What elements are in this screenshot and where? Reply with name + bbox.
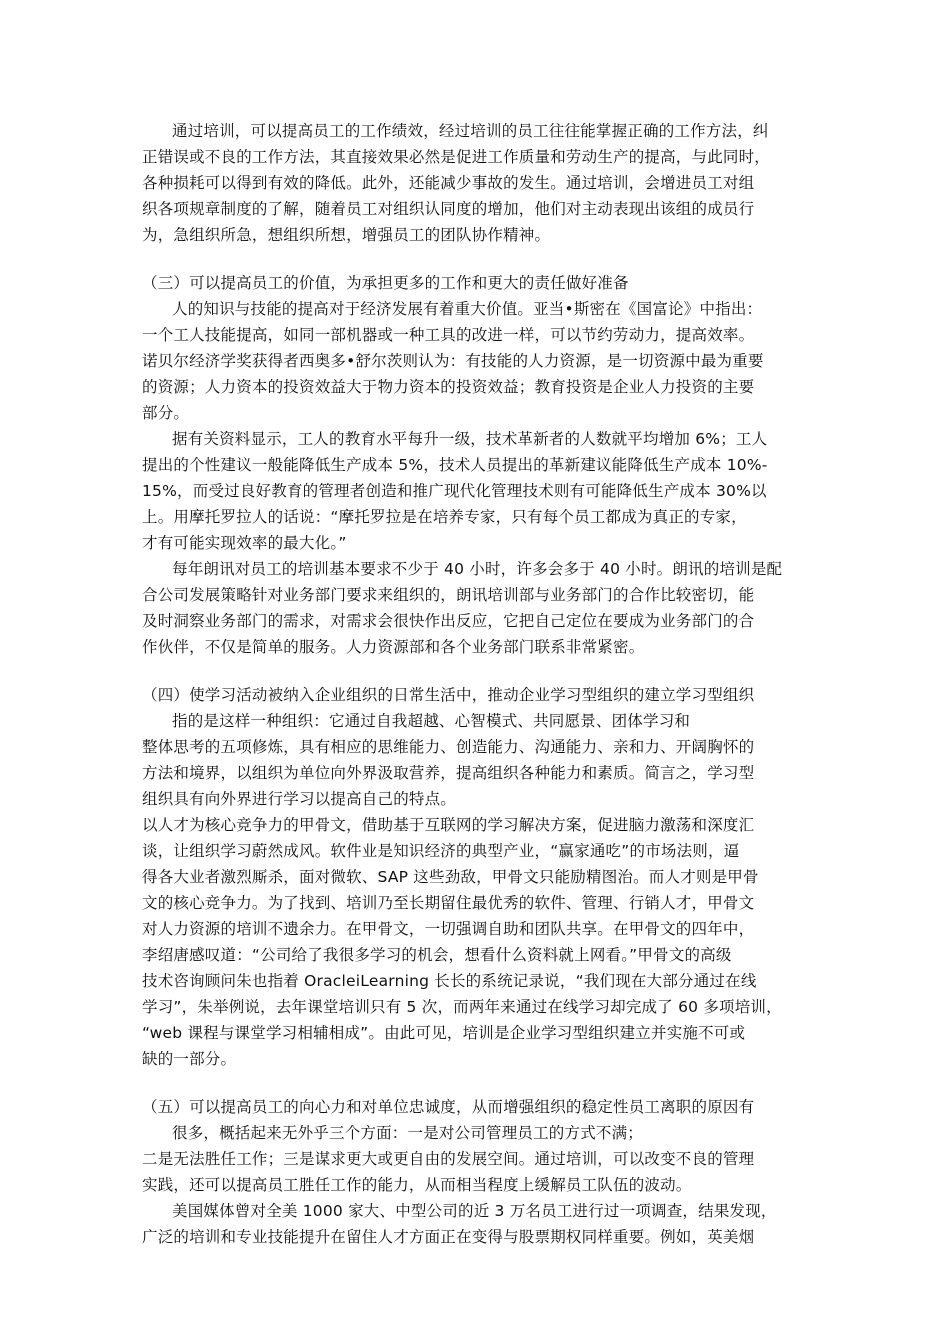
paragraph-line: 美国媒体曾对全美 1000 家大、中型公司的近 3 万名员工进行过一项调查，结果发现，: [172, 1202, 777, 1220]
paragraph-line: 的资源；人力资本的投资效益大于物力资本的投资效益；教育投资是企业人力投资的主要: [142, 378, 755, 396]
paragraph-line: 提出的个性建议一般能降低生产成本 5%，技术人员提出的革新建议能降低生产成本 10%-: [142, 456, 768, 474]
paragraph-line: 部分。: [142, 404, 190, 422]
paragraph-line: 通过培训，可以提高员工的工作绩效，经过培训的员工往往能掌握正确的工作方法，纠: [172, 122, 769, 140]
paragraph-line: 谈，让组织学习蔚然成风。软件业是知识经济的典型产业，“赢家通吃”的市场法则，逼: [142, 842, 740, 860]
paragraph-line: 15%，而受过良好教育的管理者创造和推广现代化管理技术则有可能降低生产成本 30%以: [142, 482, 767, 500]
paragraph-line: 得各大业者激烈厮杀，面对微软、SAP 这些劲敌，甲骨文只能励精图治。而人才则是甲骨: [142, 868, 759, 886]
paragraph-line: 整体思考的五项修炼，具有相应的思维能力、创造能力、沟通能力、亲和力、开阔胸怀的: [142, 738, 755, 756]
paragraph-line: 各种损耗可以得到有效的降低。此外，还能减少事故的发生。通过培训，会增进员工对组: [142, 174, 755, 192]
paragraph-line: “web 课程与课堂学习相辅相成”。由此可见，培训是企业学习型组织建立并实施不可或: [142, 1024, 746, 1042]
paragraph-line: 作伙伴，不仅是简单的服务。人力资源部和各个业务部门联系非常紧密。: [142, 638, 645, 656]
paragraph-line: 织各项规章制度的了解，随着员工对组织认同度的增加，他们对主动表现出该组的成员行: [142, 200, 755, 218]
paragraph-line: 学习”，朱举例说，去年课堂培训只有 5 次，而两年来通过在线学习却完成了 60 多项培训，: [142, 998, 782, 1016]
section-heading-5: （五）可以提高员工的向心力和对单位忠诚度，从而增强组织的稳定性员工离职的原因有: [142, 1098, 755, 1116]
paragraph-line: 一个工人技能提高，如同一部机器或一种工具的改进一样，可以节约劳动力，提高效率。: [142, 326, 755, 344]
paragraph-line: 每年朗讯对员工的培训基本要求不少于 40 小时，许多会多于 40 小时。朗讯的培训是配: [172, 560, 783, 578]
paragraph-line: 二是无法胜任工作；三是谋求更大或更自由的发展空间。通过培训，可以改变不良的管理: [142, 1150, 755, 1168]
paragraph-line: 人的知识与技能的提高对于经济发展有着重大价值。亚当•斯密在《国富论》中指出：: [172, 300, 763, 318]
paragraph-line: 指的是这样一种组织：它通过自我超越、心智模式、共同愿景、团体学习和: [172, 712, 691, 730]
paragraph-line: 广泛的培训和专业技能提升在留住人才方面正在变得与股票期权同样重要。例如，英美烟: [142, 1228, 755, 1246]
paragraph-line: 李绍唐感叹道：“公司给了我很多学习的机会，想看什么资料就上网看。”甲骨文的高级: [142, 946, 732, 964]
section-heading-3: （三）可以提高员工的价值，为承担更多的工作和更大的责任做好准备: [142, 274, 629, 292]
paragraph-line: 对人力资源的培训不遗余力。在甲骨文，一切强调自助和团队共享。在甲骨文的四年中，: [142, 920, 755, 938]
paragraph-line: 技术咨询顾问朱也指着 OracleiLearning 长长的系统记录说，“我们现在大部分通过在线: [142, 972, 757, 990]
paragraph-line: 组织具有向外界进行学习以提高自己的特点。: [142, 790, 457, 808]
paragraph-line: 很多，概括起来无外乎三个方面：一是对公司管理员工的方式不满；: [172, 1124, 644, 1142]
paragraph-line: 上。用摩托罗拉人的话说：“摩托罗拉是在培养专家，只有每个员工都成为真正的专家，: [142, 508, 747, 526]
paragraph-line: 文的核心竞争力。为了找到、培训乃至长期留住最优秀的软件、管理、行销人才，甲骨文: [142, 894, 755, 912]
paragraph-line: 以人才为核心竞争力的甲骨文，借助基于互联网的学习解决方案，促进脑力激荡和深度汇: [142, 816, 755, 834]
section-heading-4: （四）使学习活动被纳入企业组织的日常生活中，推动企业学习型组织的建立学习型组织: [142, 686, 755, 704]
paragraph-line: 方法和境界，以组织为单位向外界汲取营养，提高组织各种能力和素质。简言之，学习型: [142, 764, 755, 782]
paragraph-line: 实践，还可以提高员工胜任工作的能力，从而相当程度上缓解员工队伍的波动。: [142, 1176, 692, 1194]
paragraph-line: 据有关资料显示，工人的教育水平每升一级，技术革新者的人数就平均增加 6%；工人: [172, 430, 768, 448]
paragraph-line: 为，急组织所急，想组织所想，增强员工的团队协作精神。: [142, 226, 551, 244]
paragraph-line: 及时洞察业务部门的需求，对需求会很快作出反应，它把自己定位在要成为业务部门的合: [142, 612, 755, 630]
paragraph-line: 诺贝尔经济学奖获得者西奥多•舒尔茨则认为：有技能的人力资源，是一切资源中最为重要: [142, 352, 764, 370]
paragraph-line: 正错误或不良的工作方法，其直接效果必然是促进工作质量和劳动生产的提高，与此同时，: [142, 148, 771, 166]
paragraph-line: 缺的一部分。: [142, 1050, 237, 1068]
paragraph-line: 合公司发展策略针对业务部门要求来组织的，朗讯培训部与业务部门的合作比较密切，能: [142, 586, 755, 604]
paragraph-line: 才有可能实现效率的最大化。”: [142, 534, 347, 552]
